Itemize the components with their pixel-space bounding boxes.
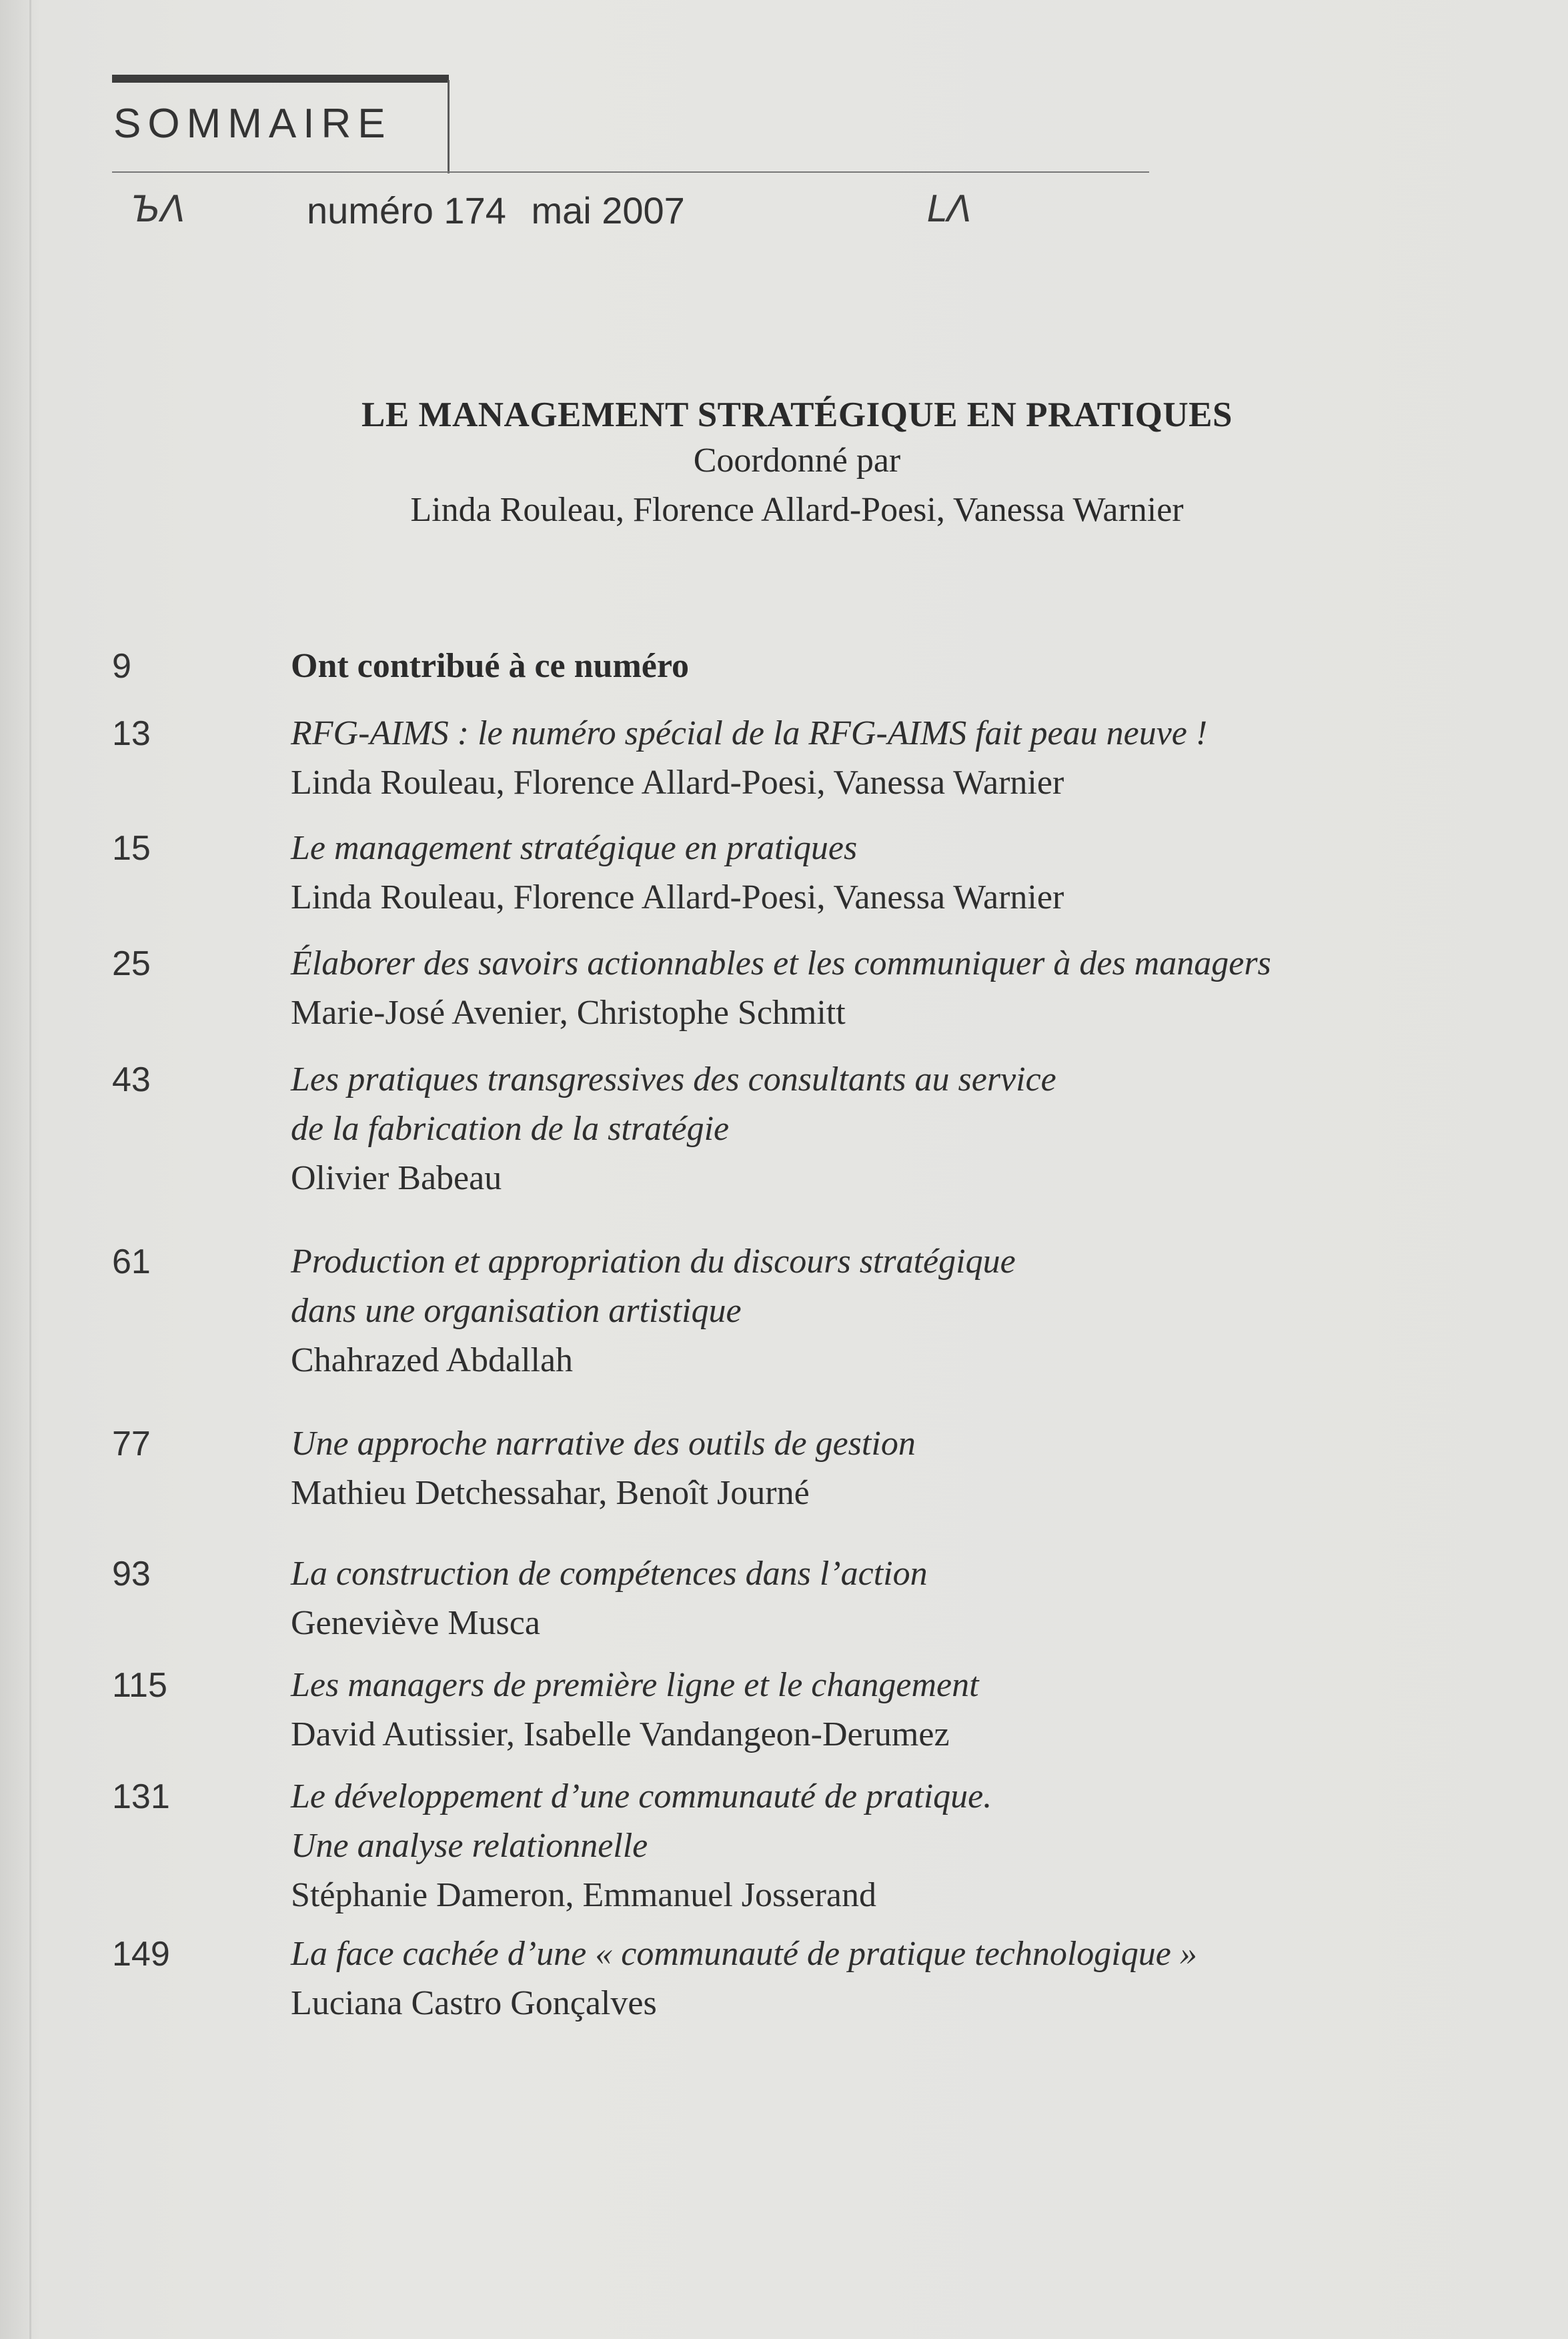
toc-page-number: 9 [112,647,131,686]
toc-article-title: Une analyse relationnelle [291,1827,648,1865]
toc-article-title: RFG-AIMS : le numéro spécial de la RFG-AIMS fait peau neuve ! [291,714,1208,752]
toc-authors: Stéphanie Dameron, Emmanuel Josserand [291,1876,876,1914]
toc-article-title: de la fabrication de la stratégie [291,1110,730,1148]
sommaire-label: SOMMAIRE [113,101,392,147]
toc-page-number: 25 [112,944,151,983]
header-rule-horizontal [112,171,1149,173]
toc-authors: Marie-José Avenier, Christophe Schmitt [291,994,846,1032]
handwritten-mark-right: LΛ [927,188,972,230]
toc-article-title: Le management stratégique en pratiques [291,829,858,867]
toc-page-number: 13 [112,714,151,753]
toc-article-title: Le développement d’une communauté de pratique. [291,1777,992,1815]
toc-article-title: dans une organisation artistique [291,1292,742,1330]
toc-article-title: Production et appropriation du discours stratégique [291,1243,1016,1281]
toc-authors: Geneviève Musca [291,1604,540,1642]
issue-line [307,189,700,232]
toc-article-title: La face cachée d’une « communauté de pratique technologique » [291,1935,1197,1973]
toc-page-number: 93 [112,1555,151,1593]
handwritten-mark-left: ЪΛ [131,188,185,230]
toc-article-title: Une approche narrative des outils de gestion [291,1425,916,1463]
issue-number: numéro 174 [307,189,506,231]
binding-shadow [29,0,31,2339]
toc-page-number: 77 [112,1425,151,1463]
toc-article-title: Les managers de première ligne et le changement [291,1666,979,1704]
header-rule-vertical [448,80,450,173]
toc-page-number: 115 [112,1666,167,1705]
toc-page-number: 61 [112,1243,151,1281]
toc-authors: Olivier Babeau [291,1159,502,1197]
toc-article-title: La construction de compétences dans l’action [291,1555,928,1593]
toc-page-number: 15 [112,829,151,868]
theme-editors: Linda Rouleau, Florence Allard-Poesi, Vanessa Warnier [410,491,1184,529]
theme-coordinated-by: Coordonné par [693,442,901,480]
toc-page-number: 131 [112,1777,170,1816]
issue-date: mai 2007 [531,189,685,231]
toc-authors: Mathieu Detchessahar, Benoît Journé [291,1474,810,1512]
theme-block [230,394,1364,535]
toc-section-title: Ont contribué à ce numéro [291,647,689,685]
toc-article-title: Élaborer des savoirs actionnables et les communiquer à des managers [291,944,1271,982]
toc-authors: David Autissier, Isabelle Vandangeon-Derumez [291,1715,950,1753]
toc-authors: Luciana Castro Gonçalves [291,1984,657,2022]
toc-authors: Chahrazed Abdallah [291,1341,574,1379]
toc-page-number: 43 [112,1060,151,1099]
toc-authors: Linda Rouleau, Florence Allard-Poesi, Vanessa Warnier [291,764,1064,802]
sommaire-header [112,75,486,173]
toc-authors: Linda Rouleau, Florence Allard-Poesi, Vanessa Warnier [291,878,1064,916]
toc-page-number: 149 [112,1935,170,1974]
header-rule-top [112,75,449,83]
toc-article-title: Les pratiques transgressives des consultants au service [291,1060,1056,1098]
theme-title: LE MANAGEMENT STRATÉGIQUE EN PRATIQUES [361,396,1233,434]
